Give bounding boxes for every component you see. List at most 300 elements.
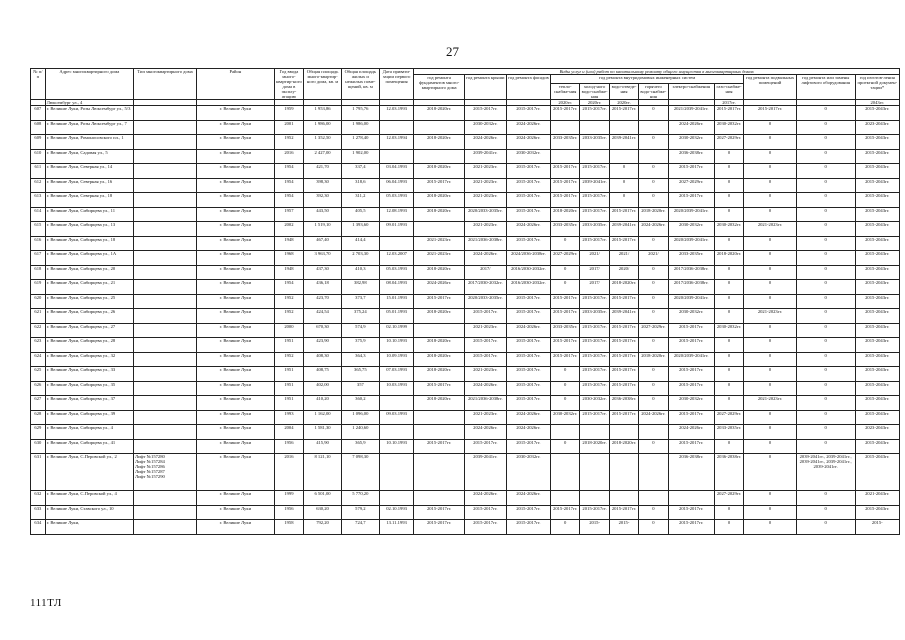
cell-year: 1954 (274, 280, 303, 295)
cell-cold-water (580, 454, 609, 491)
cell-priv-date: 12.08.1993 (379, 207, 414, 222)
cell-foundation: 2018-2020гг. (414, 396, 464, 411)
cell-priv-date: 05.03.1993 (379, 265, 414, 280)
cell-area-total: 423,70 (304, 294, 342, 309)
cell-area-total: 1 986,00 (304, 120, 342, 135)
cell-docs: 2015-2043гг. (855, 207, 899, 222)
cell-roof: 2020/2033-2035гг. (464, 207, 506, 222)
cell-address: г. Великие Луки, Садовая ул., 5 (45, 149, 133, 164)
cell-lift: 0 (796, 367, 855, 382)
cell-address: г. Великие Луки, Северная ул., 14 (45, 164, 133, 179)
cell-roof: 2024-2026гг. (464, 251, 506, 266)
cell-basement: 0 (744, 367, 797, 382)
cell-priv-date: 07.03.1993 (379, 367, 414, 382)
cell-area-total: 436,18 (304, 280, 342, 295)
cell-type (133, 367, 196, 382)
cell-lift: 0 (796, 505, 855, 520)
cell-gas: 0 (714, 520, 743, 535)
header-engineering-group: год ремонта внутридомовых инженерных систем (550, 75, 743, 84)
cell-electric: 2024-2026гг. (668, 120, 714, 135)
cell-docs: 2015-2043гг. (855, 381, 899, 396)
cell-water-out: 2020/ (609, 265, 638, 280)
cell-water-out: 2015-2017гг. (609, 352, 638, 367)
cell-hot-water: 0 (639, 193, 668, 208)
fragment-cold-water: 2020гг. (580, 100, 609, 106)
cell-hot-water: 2018-2020гг. (639, 207, 668, 222)
cell-heat (550, 425, 579, 440)
cell-docs: 2015-2043гг. (855, 164, 899, 179)
cell-lift: 0 (796, 396, 855, 411)
cell-hot-water: 0 (639, 280, 668, 295)
cell-gas: 0 (714, 178, 743, 193)
cell-foundation (414, 323, 464, 338)
cell-heat (550, 454, 579, 491)
cell-gas: 0 (714, 505, 743, 520)
cell-foundation: 2018-2020гг. (414, 309, 464, 324)
cell-area-living: 311,2 (341, 193, 379, 208)
cell-heat: 2033-2035гг. (550, 135, 579, 150)
cell-district: г. Великие Луки (196, 520, 274, 535)
cell-heat (550, 149, 579, 164)
cell-type (133, 491, 196, 506)
cell-electric: 2015-2017гг. (668, 439, 714, 454)
table-row (31, 280, 900, 295)
header-heat: тепло-снабже-ния (550, 84, 579, 100)
cell-hot-water: 2018-2020гг. (639, 352, 668, 367)
cell-gas: 2027-2029гг. (714, 135, 743, 150)
cell-basement: 0 (744, 410, 797, 425)
cell-foundation: 2018-2020гг. (414, 338, 464, 353)
cell-roof: 2020/2033-2035гг. (464, 294, 506, 309)
fragment-heat: 2020гг. (550, 100, 579, 106)
cell-address: г. Великие Луки, Сибирцева ул., 25 (45, 294, 133, 309)
cell-area-total: 8 121,10 (304, 454, 342, 491)
table-row (31, 164, 900, 179)
cell-hot-water: 0 (639, 338, 668, 353)
cell-heat: 2015-2017гг. (550, 309, 579, 324)
cell-heat: 0 (550, 396, 579, 411)
cell-docs: 2015-2043гг. (855, 294, 899, 309)
cell-electric: 2015-2017гг. (668, 338, 714, 353)
cell-district: г. Великие Луки (196, 367, 274, 382)
cell-district: г. Великие Луки (196, 222, 274, 237)
cell-electric: 2020/2039-2041гг. (668, 352, 714, 367)
capital-repair-table (30, 68, 900, 535)
cell-docs: 2015-2043гг. (855, 505, 899, 520)
cell-foundation (414, 425, 464, 440)
cell-foundation (414, 410, 464, 425)
cell-hot-water: 0 (639, 505, 668, 520)
cell-electric: 2020/2039-2041гг. (668, 207, 714, 222)
cell-electric: 2015-2017гг. (668, 164, 714, 179)
cell-num: 631 (31, 454, 46, 491)
cell-year: 1956 (274, 505, 303, 520)
cell-basement: 0 (744, 439, 797, 454)
cell-area-living: 1 278,40 (341, 135, 379, 150)
cell-type (133, 410, 196, 425)
cell-num: 627 (31, 396, 46, 411)
cell-docs: 2015-2043гг. (855, 193, 899, 208)
cell-basement: 0 (744, 491, 797, 506)
cell-lift: 0 (796, 491, 855, 506)
cell-lift: 0 (796, 193, 855, 208)
cell-gas: 2036-2038гг. (714, 454, 743, 491)
cell-type (133, 120, 196, 135)
cell-facade: 2015-2017гг. (506, 352, 550, 367)
cell-priv-date: 12.03.2007 (379, 251, 414, 266)
cell-district: г. Великие Луки (196, 505, 274, 520)
cell-type (133, 280, 196, 295)
cell-foundation: 2018-2020гг. (414, 193, 464, 208)
cell-gas: 2027-2029гг. (714, 491, 743, 506)
table-row (31, 149, 900, 164)
cell-address: г. Великие Луки, Розы Люксембург ул., 5/3 (45, 106, 133, 121)
cell-type (133, 106, 196, 121)
cell-area-total: 630,20 (304, 505, 342, 520)
cell-basement: 0 (744, 381, 797, 396)
cell-docs: 2015-2043гг. (855, 149, 899, 164)
cell-gas: 2027-2029гг. (714, 410, 743, 425)
cell-foundation: 2018-2020гг. (414, 265, 464, 280)
cell-year: 1952 (274, 135, 303, 150)
cell-num: 611 (31, 164, 46, 179)
cell-type (133, 439, 196, 454)
cell-electric: 2017/2036-2038гг. (668, 265, 714, 280)
header-hot-water: горячего водо-снабже-ния (640, 84, 667, 99)
cell-priv-date: 10.03.1993 (379, 381, 414, 396)
cell-basement: 0 (744, 236, 797, 251)
cell-address: г. Великие Луки, Ставского ул., 10 (45, 505, 133, 520)
cell-area-living: 1 986,00 (341, 120, 379, 135)
cell-priv-date (379, 425, 414, 440)
cell-address: г. Великие Луки, Сибирцева ул., 28 (45, 338, 133, 353)
cell-area-total: 6 501,00 (304, 491, 342, 506)
cell-roof: 2021/2036-2038гг. (464, 236, 506, 251)
cell-lift: 0 (796, 352, 855, 367)
cell-foundation: 2021-2023гг. (414, 236, 464, 251)
cell-electric: 2030-2032гг. (668, 309, 714, 324)
cell-basement: 0 (744, 280, 797, 295)
header-priv-date: Дата привати-зации первого помещения (379, 69, 414, 100)
header-cold-water: холод-ного водо-снабже-ния (581, 84, 608, 99)
cell-address: г. Великие Луки, Сибирцева ул., 35 (45, 381, 133, 396)
cell-lift: 0 (796, 323, 855, 338)
cell-year: 1954 (274, 164, 303, 179)
cell-water-out: 2015- (609, 520, 638, 535)
cell-hot-water: 2024-2026гг. (639, 410, 668, 425)
cell-heat: 0 (550, 280, 579, 295)
cell-district: г. Великие Луки (196, 149, 274, 164)
cell-foundation: 2024-2026гг. (414, 280, 464, 295)
cell-facade: 2015-2017гг. (506, 439, 550, 454)
cell-heat: 2015-2017гг. (550, 338, 579, 353)
cell-area-living: 318,6 (341, 178, 379, 193)
cell-facade: 2024-2026гг. (506, 410, 550, 425)
cell-lift: 0 (796, 280, 855, 295)
cell-priv-date: 09.01.1993 (379, 222, 414, 237)
cell-priv-date: 06.04.1993 (379, 178, 414, 193)
cell-lift: 0 (796, 520, 855, 535)
cell-foundation: 2015-2017гг. (414, 294, 464, 309)
cell-num: 613 (31, 193, 46, 208)
cell-cold-water: 2015-2017гг. (580, 367, 609, 382)
cell-gas: 0 (714, 207, 743, 222)
cell-area-living: 405,5 (341, 207, 379, 222)
cell-roof: 2030-2032гг. (464, 120, 506, 135)
cell-type (133, 381, 196, 396)
cell-facade: 2015-2017гг. (506, 294, 550, 309)
table-row (31, 207, 900, 222)
cell-district: г. Великие Луки (196, 193, 274, 208)
cell-district: г. Великие Луки (196, 410, 274, 425)
cell-area-total: 408,75 (304, 367, 342, 382)
cell-cold-water: 2017/ (580, 265, 609, 280)
cell-gas: 2033-2035гг. (714, 425, 743, 440)
cell-heat: 2018-2020гг. (550, 207, 579, 222)
cell-heat: 2015-2017гг. (550, 178, 579, 193)
cell-foundation (414, 454, 464, 491)
cell-area-living: 360,2 (341, 396, 379, 411)
cell-area-total: 437,30 (304, 265, 342, 280)
cell-area-total: 424,54 (304, 309, 342, 324)
cell-num: 630 (31, 439, 46, 454)
cell-facade: 2015-2017гг. (506, 396, 550, 411)
cell-docs: 2015-2043гг. (855, 280, 899, 295)
cell-priv-date: 15.01.1993 (379, 294, 414, 309)
cell-electric: 2030-2032гг. (668, 135, 714, 150)
cell-num: 618 (31, 265, 46, 280)
cell-district: г. Великие Луки (196, 178, 274, 193)
table-body (31, 100, 900, 535)
cell-address: г. Великие Луки, Сибирцева ул., 33 (45, 367, 133, 382)
cell-facade: 2015-2017гг. (506, 367, 550, 382)
cell-hot-water: 2027-2029гг. (639, 323, 668, 338)
cell-area-total: 670,30 (304, 323, 342, 338)
cell-hot-water (639, 120, 668, 135)
cell-address: г. Великие Луки, Розы Люксембург ул., 7 (45, 120, 133, 135)
header-electric: электро-снабжения (668, 84, 714, 100)
cell-type (133, 338, 196, 353)
cell-foundation: 2018-2020гг. (414, 135, 464, 150)
cell-cold-water: 2015-2017гг. (580, 236, 609, 251)
cell-gas: 0 (714, 309, 743, 324)
cell-num: 623 (31, 338, 46, 353)
cell-address: г. Великие Луки, Сибирцева ул., 26 (45, 309, 133, 324)
cell-gas: 0 (714, 439, 743, 454)
cell-water-out: 2039-2041гг. (609, 309, 638, 324)
cell-area-total: 1 581,30 (304, 425, 342, 440)
cell-electric (668, 491, 714, 506)
cell-facade: 2024/2036-2038гг. (506, 251, 550, 266)
cell-priv-date (379, 454, 414, 491)
cell-roof: 2015-2017гг. (464, 520, 506, 535)
cell-gas: 0 (714, 381, 743, 396)
cell-docs: 2015-2043гг. (855, 454, 899, 491)
cell-foundation (414, 120, 464, 135)
cell-area-total: 398,30 (304, 178, 342, 193)
cell-district: г. Великие Луки (196, 251, 274, 266)
header-lift: год ремонта или замены лифтового оборудования (796, 75, 855, 100)
cell-priv-date: 02.10.1999 (379, 323, 414, 338)
cell-basement: 0 (744, 265, 797, 280)
cell-basement: 0 (744, 520, 797, 535)
cell-address: г. Великие Луки, (45, 520, 133, 535)
cell-electric: 2015-2017гг. (668, 323, 714, 338)
cell-roof: 2021-2023гг. (464, 367, 506, 382)
cell-heat: 2015-2017гг. (550, 505, 579, 520)
table-row (31, 309, 900, 324)
cell-docs: 2015- (855, 520, 899, 535)
table-row (31, 193, 900, 208)
cell-cold-water: 2033-2035гг. (580, 135, 609, 150)
cell-foundation (414, 149, 464, 164)
cell-lift: 0 (796, 425, 855, 440)
cell-district: г. Великие Луки (196, 323, 274, 338)
table-row (31, 106, 900, 121)
cell-hot-water: 0 (639, 381, 668, 396)
cell-type (133, 520, 196, 535)
cell-priv-date: 05.03.1993 (379, 193, 414, 208)
cell-gas: 2018-2020гг. (714, 251, 743, 266)
cell-area-total: 410,20 (304, 396, 342, 411)
cell-docs: 2015-2043гг. (855, 410, 899, 425)
cell-roof: 2024-2026гг. (464, 381, 506, 396)
cell-facade: 2015-2017гг. (506, 309, 550, 324)
cell-area-living: 1 096,00 (341, 410, 379, 425)
cell-facade: 2024-2026гг. (506, 323, 550, 338)
cell-area-living: 375,9 (341, 338, 379, 353)
cell-heat: 2015-2017гг. (550, 193, 579, 208)
cell-electric: 2036-2038гг. (668, 454, 714, 491)
table-row (31, 381, 900, 396)
cell-facade: 2015-2017гг. (506, 207, 550, 222)
cell-heat: 2030-2032гг. (550, 410, 579, 425)
cell-num: 633 (31, 505, 46, 520)
header-facade: год ремонта фасадов (506, 75, 550, 100)
cell-facade: 2016/2030-2032гг. (506, 265, 550, 280)
cell-electric: 2017/2036-2038гг. (668, 280, 714, 295)
cell-facade: 2015-2017гг. (506, 193, 550, 208)
cell-area-living: 579,2 (341, 505, 379, 520)
cell-gas: 2015-2017гг. (714, 106, 743, 121)
cell-year: 1951 (274, 381, 303, 396)
cell-area-living: 364,3 (341, 352, 379, 367)
cell-facade: 2015-2017гг. (506, 106, 550, 121)
cell-basement: 0 (744, 149, 797, 164)
cell-priv-date: 10.09.1993 (379, 352, 414, 367)
table-row (31, 323, 900, 338)
table-row (31, 251, 900, 266)
cell-water-out: 2039-2041гг. (609, 222, 638, 237)
cell-year: 2000 (274, 323, 303, 338)
cell-area-total: 1 162,00 (304, 410, 342, 425)
cell-roof: 2015-2017гг. (464, 338, 506, 353)
cell-hot-water (639, 425, 668, 440)
cell-roof: 2015-2017гг. (464, 505, 506, 520)
cell-year: 2004 (274, 425, 303, 440)
cell-foundation (414, 491, 464, 506)
cell-facade: 2015-2017гг. (506, 338, 550, 353)
cell-cold-water (580, 491, 609, 506)
cell-year: 2016 (274, 454, 303, 491)
cell-district: г. Великие Луки (196, 294, 274, 309)
cell-num: 621 (31, 309, 46, 324)
cell-foundation: 2015-2017гг. (414, 505, 464, 520)
cell-roof: 2039-2041гг. (464, 454, 506, 491)
cell-num: 610 (31, 149, 46, 164)
cell-foundation: 2015-2017гг. (414, 439, 464, 454)
cell-basement: 0 (744, 193, 797, 208)
cell-roof: 2021/2036-2038гг. (464, 396, 506, 411)
cell-address: г. Великие Луки, Сибирцева ул., 20 (45, 265, 133, 280)
cell-year: 2001 (274, 120, 303, 135)
cell-foundation: 2021-2023гг. (414, 251, 464, 266)
cell-gas: 0 (714, 338, 743, 353)
cell-cold-water: 2015-2017гг. (580, 164, 609, 179)
cell-type (133, 309, 196, 324)
table-row (31, 338, 900, 353)
cell-facade: 2016/2030-2032гг. (506, 280, 550, 295)
cell-heat: 2015-2017гг. (550, 106, 579, 121)
table-row (31, 352, 900, 367)
cell-area-living: 373,7 (341, 294, 379, 309)
cell-district: г. Великие Луки (196, 280, 274, 295)
cell-num: 622 (31, 323, 46, 338)
cell-facade: 2024-2026гг. (506, 120, 550, 135)
cell-facade: 2015-2017гг. (506, 520, 550, 535)
cell-docs: 2015-2043гг. (855, 352, 899, 367)
cell-basement: 0 (744, 323, 797, 338)
cell-priv-date: 02.10.1993 (379, 505, 414, 520)
cell-water-out: 0 (609, 193, 638, 208)
cell-hot-water: 0 (639, 309, 668, 324)
cell-gas: 2030-2032гг. (714, 323, 743, 338)
cell-area-living: 365,75 (341, 367, 379, 382)
cell-type (133, 207, 196, 222)
cell-docs: 2015-2043гг. (855, 309, 899, 324)
cell-year: 1948 (274, 265, 303, 280)
cell-area-total: 1 352,50 (304, 135, 342, 150)
cell-heat: 2015-2017гг. (550, 164, 579, 179)
cell-area-total: 2 427,00 (304, 149, 342, 164)
cell-heat: 0 (550, 439, 579, 454)
cell-district: г. Великие Луки (196, 309, 274, 324)
cell-priv-date: 12.03.1994 (379, 135, 414, 150)
cell-area-living: 337,4 (341, 164, 379, 179)
cell-area-total: 1 953,86 (304, 106, 342, 121)
cell-type (133, 425, 196, 440)
cell-year: 1958 (274, 520, 303, 535)
header-year: Год ввода много-квартир-ного дома в эксплу-атацию (276, 69, 302, 99)
cell-num: 612 (31, 178, 46, 193)
cell-docs: 2023-2043гг. (855, 120, 899, 135)
cell-num: 614 (31, 207, 46, 222)
cell-roof: 2021-2023гг. (464, 178, 506, 193)
table-row (31, 520, 900, 535)
cell-cold-water: 2039-2041гг. (580, 178, 609, 193)
cell-hot-water: 2021/ (639, 251, 668, 266)
cell-area-total: 421,70 (304, 164, 342, 179)
table-row (31, 294, 900, 309)
cell-basement: 0 (744, 425, 797, 440)
cell-address: г. Великие Луки, С.Перовской ул., 4 (45, 491, 133, 506)
cell-area-living: 1 240,60 (341, 425, 379, 440)
cell-priv-date (379, 149, 414, 164)
cell-lift: 0 (796, 106, 855, 121)
header-area-living: Общая площадь жилых и нежилых поме-щений, кв. м (341, 69, 379, 100)
cell-address: г. Великие Луки, С.Перовской ул., 2 (45, 454, 133, 491)
cell-heat: 2015-2017гг. (550, 352, 579, 367)
